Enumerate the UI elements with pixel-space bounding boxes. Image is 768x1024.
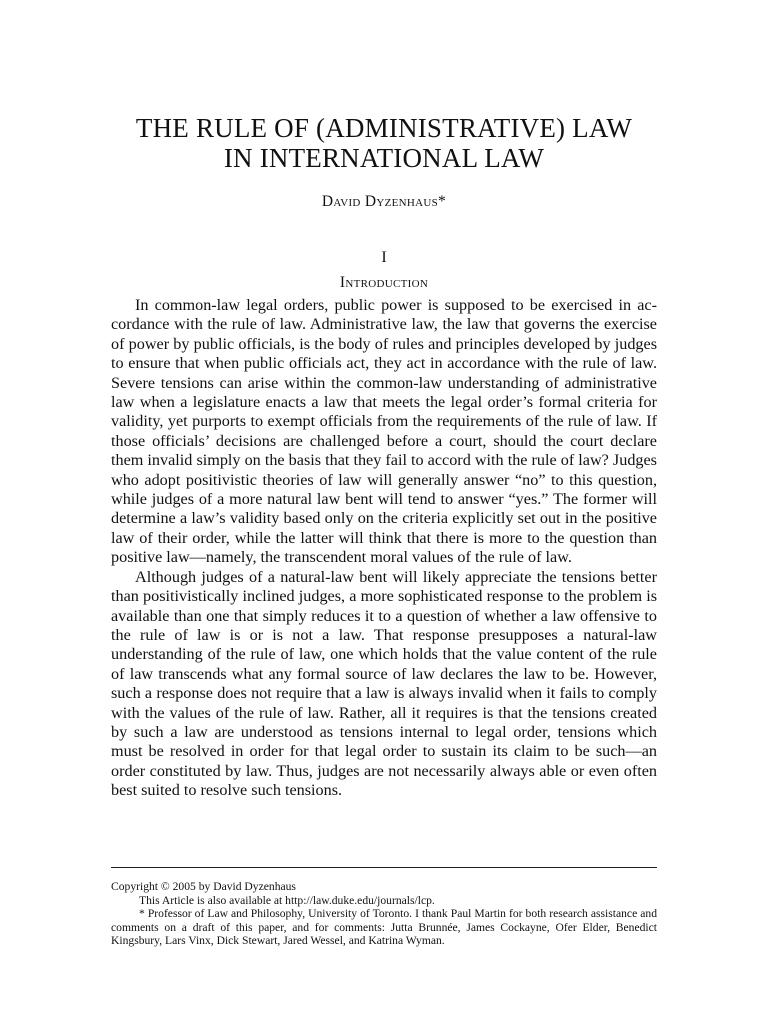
article-title-line-1: THE RULE OF (ADMINISTRATIVE) LAW (135, 113, 633, 143)
article-title (0, 113, 768, 173)
availability-note: This Article is also available at http://law.duke.edu/journals/lcp. (139, 893, 435, 907)
body-text (111, 296, 657, 801)
footnote-divider (111, 867, 657, 868)
article-title-line-2: IN INTERNATIONAL LAW (223, 143, 545, 173)
copyright-notice: Copyright © 2005 by David Dyzenhaus (111, 880, 296, 893)
section-number: I (381, 249, 387, 266)
body-paragraph-2: Although judges of a natural-law bent will likely appreciate the tensions better than positivistically inclined judges, a more sophisticated response to the problem is available than one that simply reduces it to a question of whether a law offensive to the rule of law is or is not a law. That response presupposes a natural-law understanding of the rule of law, one which holds that the value content of the rule of law transcends what any formal source of law declares the law to be. However, such a response does not require that a law is always invalid when it fails to comply with the values of the rule of law. Rather, all it requires is that the tensions created by such a law are understood as tensions internal to legal order, tensions which must be resolved in order for that legal order to sustain its claim to be such—an order constituted by law. Thus, judges are not necessarily always able or even often best suited to resolve such tensions. (111, 567, 657, 800)
section-title: Introduction (339, 274, 429, 291)
footnotes (111, 880, 657, 948)
author-footnote: * Professor of Law and Philosophy, University of Toronto. I thank Paul Martin for both research assistance and comments on a draft of this paper, and for comments: Jutta Brunnée, James Cockayne, Ofer Elder, Benedict Kingsbury, Lars Vinx, Dick Stewart, Jared Wessel, and Katrina Wyman. (111, 907, 657, 948)
author-name: David Dyzenhaus* (321, 193, 447, 210)
body-paragraph-1: In common-law legal orders, public power is supposed to be exercised in accordance with the rule of law. Administrative law, the law that governs the exercise of power by public officials, is the body of rules and principles developed by judges to ensure that when public officials act, they act in accordance with the rule of law. Severe tensions can arise within the common-law understanding of administrative law when a legislature enacts a law that meets the legal order’s formal criteria for validity, yet purports to exempt officials from the requirements of the rule of law. If those officials’ decisions are challenged before a court, should the court declare them invalid simply on the basis that they fail to accord with the rule of law? Judges who adopt positivistic theories of law will generally answer “no” to this question, while judges of a more natural law bent will tend to answer “yes.” The former will determine a law’s validity based only on the criteria explicitly set out in the positive law of their order, while the latter will think that there is more to the question than positive law—namely, the transcendent moral values of the rule of law. (111, 296, 657, 567)
